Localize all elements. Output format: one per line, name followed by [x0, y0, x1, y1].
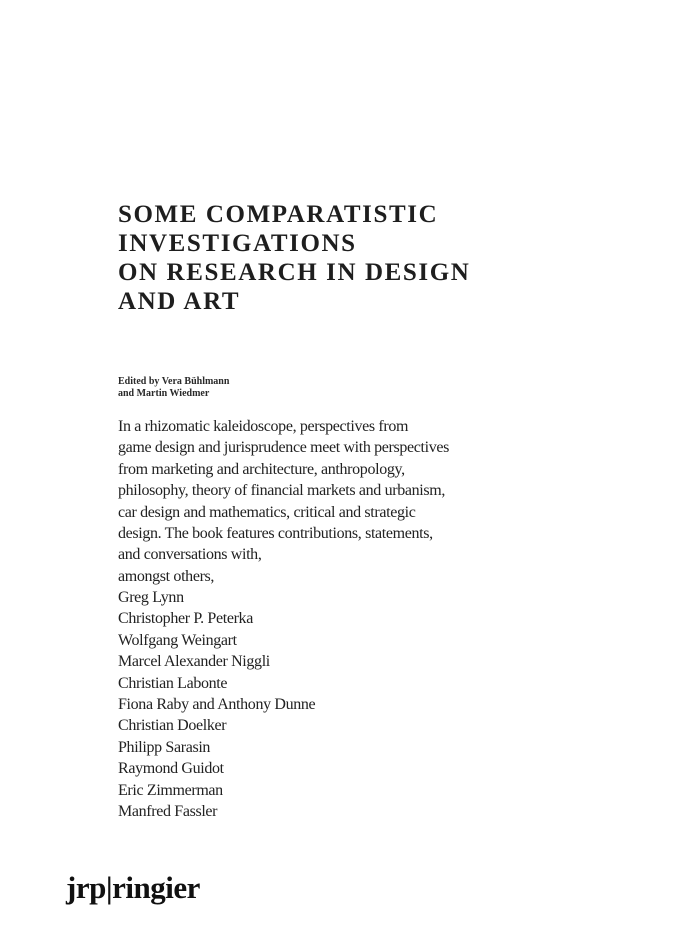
contributor-name: Wolfgang Weingart [118, 631, 237, 649]
contributor-name: Philipp Sarasin [118, 738, 211, 756]
title-line: SOME COMPARATISTIC [118, 201, 439, 228]
description-line: design. The book features contributions, statements, [118, 525, 433, 543]
contributor-name: Raymond Guidot [118, 760, 224, 778]
contributor-name: Manfred Fassler [118, 803, 218, 821]
contributor-name: Christian Labonte [118, 674, 228, 692]
publisher-logo: jrp|ringier [66, 870, 200, 905]
title-line: AND ART [118, 288, 241, 315]
description-line: amongst others, [118, 567, 215, 585]
editors-line: Edited by Vera Bühlmann [118, 376, 230, 387]
description-line: game design and jurisprudence meet with perspectives [118, 439, 450, 457]
contributor-name: Greg Lynn [118, 589, 184, 606]
description-line: and conversations with, [118, 546, 262, 564]
contributor-list [118, 587, 315, 822]
editors-credit [118, 376, 229, 400]
description-line: from marketing and architecture, anthropology, [118, 460, 405, 478]
description-line: In a rhizomatic kaleidoscope, perspectives from [118, 418, 409, 435]
contributor-name: Fiona Raby and Anthony Dunne [118, 696, 316, 714]
description-line: car design and mathematics, critical and strategic [118, 503, 416, 521]
title-line: ON RESEARCH IN DESIGN [118, 259, 471, 286]
contributor-name: Christopher P. Peterka [118, 610, 253, 628]
contributor-name: Eric Zimmerman [118, 781, 223, 799]
description-line: philosophy, theory of financial markets and urbanism, [118, 482, 445, 500]
contributor-name: Marcel Alexander Niggli [118, 653, 270, 671]
book-description [118, 416, 638, 587]
title-line: INVESTIGATIONS [118, 230, 357, 257]
book-title [118, 200, 658, 316]
editors-line: and Martin Wiedmer [118, 388, 210, 399]
contributor-name: Christian Doelker [118, 717, 227, 735]
